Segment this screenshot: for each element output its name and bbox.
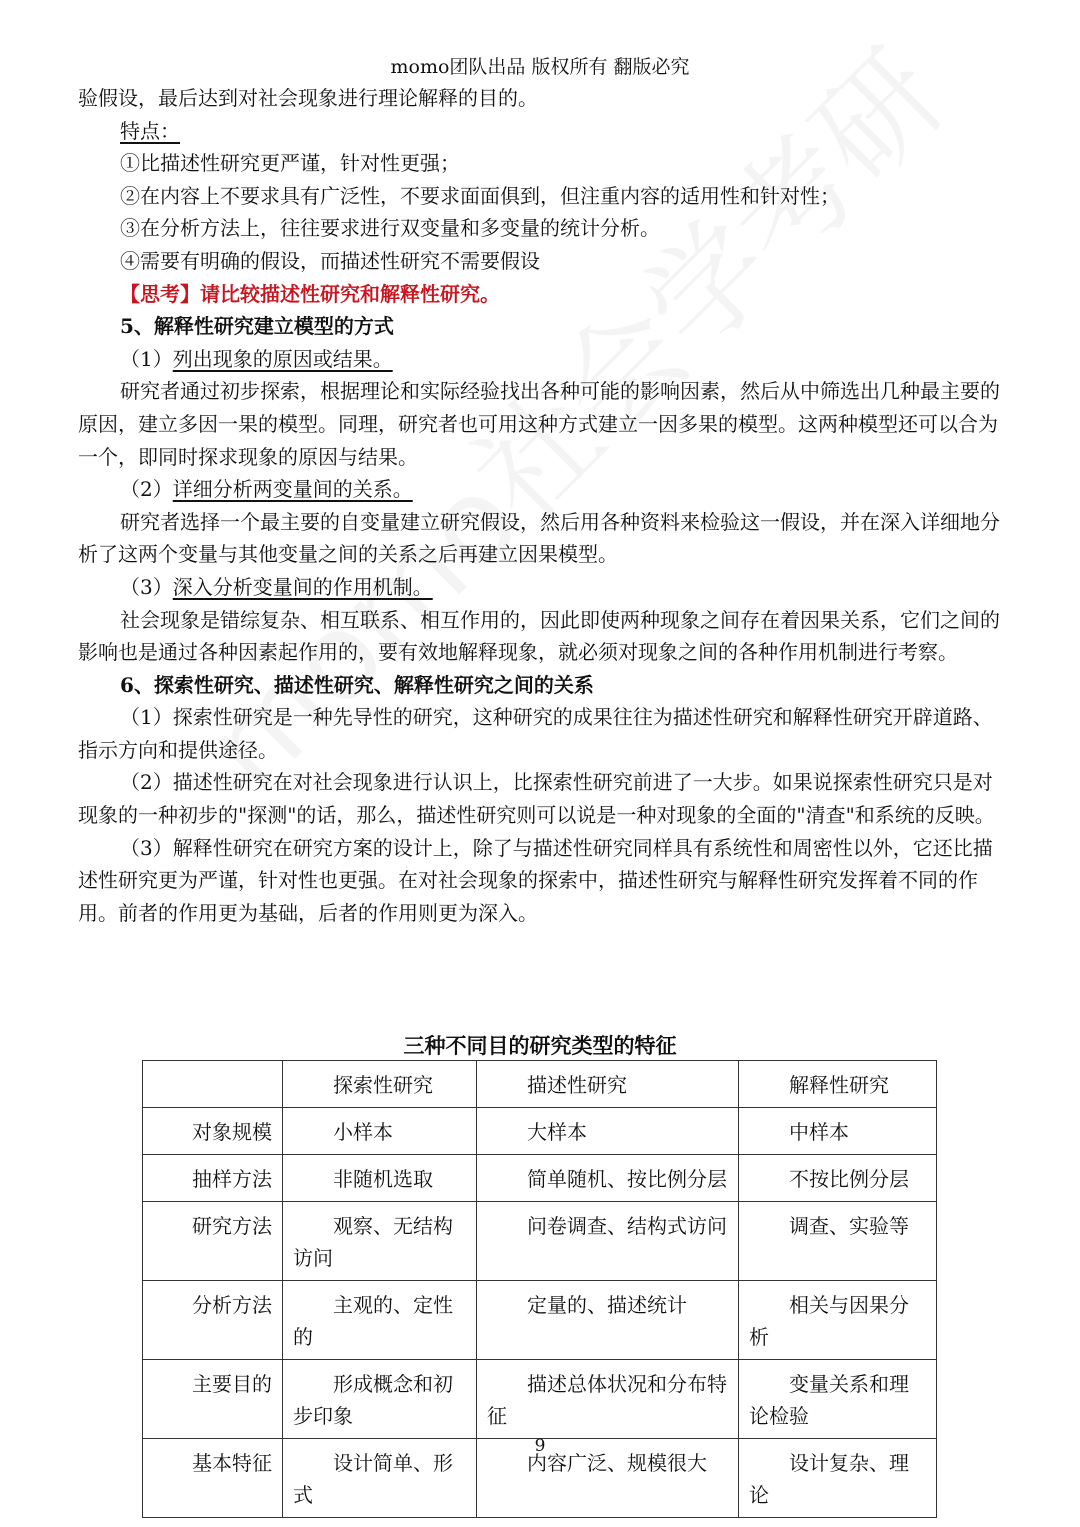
table-cell: 形成概念和初步印象 — [283, 1360, 477, 1439]
table-cell: 非随机选取 — [283, 1155, 477, 1202]
page-header: momo团队出品 版权所有 翻版必究 — [390, 56, 690, 78]
table-cell: 简单随机、按比例分层 — [477, 1155, 739, 1202]
row-header: 研究方法 — [143, 1202, 283, 1281]
feature-item: ①比描述性研究更严谨，针对性更强； — [120, 151, 460, 176]
page-number: 9 — [534, 1436, 546, 1456]
features-label-line — [78, 115, 1003, 148]
table-title: 三种不同目的研究类型的特征 — [403, 1033, 677, 1058]
row-header: 基本特征 — [143, 1439, 283, 1518]
table-row — [143, 1360, 937, 1439]
table-cell: 问卷调查、结构式访问 — [477, 1202, 739, 1281]
paragraph-continuation: 验假设，最后达到对社会现象进行理论解释的目的。 — [78, 86, 538, 110]
table-cell: 内容广泛、规模很大 — [477, 1439, 739, 1518]
table-cell: 不按比例分层 — [739, 1155, 937, 1202]
section-6-item: （1）探索性研究是一种先导性的研究，这种研究的成果往往为描述性研究和解释性研究开辟道路、指示方向和提供途径。 — [78, 705, 993, 762]
section-5-item-text: 社会现象是错综复杂、相互联系、相互作用的，因此即使两种现象之间存在着因果关系，它们之间的影响也是通过各种因素起作用的，要有效地解释现象，就必须对现象之间的各种作用机制进行考察。 — [78, 607, 1000, 665]
section-5-item-title: （3）深入分析变量间的作用机制。 — [120, 574, 433, 599]
section-5-item-text: 研究者选择一个最主要的自变量建立研究假设，然后用各种资料来检验这一假设，并在深入详细地分析了这两个变量与其他变量之间的关系之后再建立因果模型。 — [78, 509, 1000, 567]
section-6-item: （2）描述性研究在对社会现象进行认识上，比探索性研究前进了一大步。如果说探索性研究只是对现象的一种初步的"探测"的话，那么，描述性研究则可以说是一种对现象的全面的"清查"和系统的反映。 — [78, 770, 995, 828]
feature-item: ③在分析方法上，往往要求进行双变量和多变量的统计分析。 — [120, 216, 660, 241]
table-cell: 描述总体状况和分布特征 — [477, 1360, 739, 1439]
section-5-heading: 5、解释性研究建立模型的方式 — [120, 314, 394, 339]
table-cell: 观察、无结构访问 — [283, 1202, 477, 1281]
table-header-row — [143, 1061, 937, 1108]
section-6-item: （3）解释性研究在研究方案的设计上，除了与描述性研究同样具有系统性和周密性以外，它还比描述性研究更为严谨，针对性也更强。在对社会现象的探索中，描述性研究与解释性研究发挥着不同的作用。前者的作用更为基础，后者的作用则更为深入。 — [78, 835, 993, 925]
section-6-heading: 6、探索性研究、描述性研究、解释性研究之间的关系 — [120, 672, 594, 697]
table-cell: 主观的、定性的 — [283, 1281, 477, 1360]
table-cell: 调查、实验等 — [739, 1202, 937, 1281]
feature-item: ②在内容上不要求具有广泛性，不要求面面俱到，但注重内容的适用性和针对性； — [120, 183, 840, 208]
row-header: 对象规模 — [143, 1108, 283, 1155]
table-row — [143, 1281, 937, 1360]
table-cell: 设计简单、形式 — [283, 1439, 477, 1518]
table-header-cell — [143, 1061, 283, 1108]
table-header-cell: 探索性研究 — [283, 1061, 477, 1108]
table-cell: 小样本 — [283, 1108, 477, 1155]
table-cell: 变量关系和理论检验 — [739, 1360, 937, 1439]
table-cell: 中样本 — [739, 1108, 937, 1155]
feature-item: ④需要有明确的假设，而描述性研究不需要假设 — [120, 248, 540, 273]
table-header-cell: 描述性研究 — [477, 1061, 739, 1108]
table-cell: 大样本 — [477, 1108, 739, 1155]
table-row — [143, 1108, 937, 1155]
body-content — [78, 82, 1003, 929]
row-header: 主要目的 — [143, 1360, 283, 1439]
table-cell: 定量的、描述统计 — [477, 1281, 739, 1360]
row-header: 抽样方法 — [143, 1155, 283, 1202]
think-prompt: 【思考】请比较描述性研究和解释性研究。 — [120, 281, 500, 306]
features-label: 特点： — [120, 118, 180, 143]
section-5-item-title: （1）列出现象的原因或结果。 — [120, 346, 393, 371]
table-row — [143, 1155, 937, 1202]
section-5-item-text: 研究者通过初步探索，根据理论和实际经验找出各种可能的影响因素，然后从中筛选出几种最主要的原因，建立多因一果的模型。同理，研究者也可用这种方式建立一因多果的模型。这两种模型还可以合为一个，即同时探求现象的原因与结果。 — [78, 379, 1000, 469]
table-cell: 相关与因果分析 — [739, 1281, 937, 1360]
table-header-cell: 解释性研究 — [739, 1061, 937, 1108]
row-header: 分析方法 — [143, 1281, 283, 1360]
table-cell: 设计复杂、理论 — [739, 1439, 937, 1518]
table-row — [143, 1202, 937, 1281]
section-5-item-title: （2）详细分析两变量间的关系。 — [120, 477, 413, 502]
